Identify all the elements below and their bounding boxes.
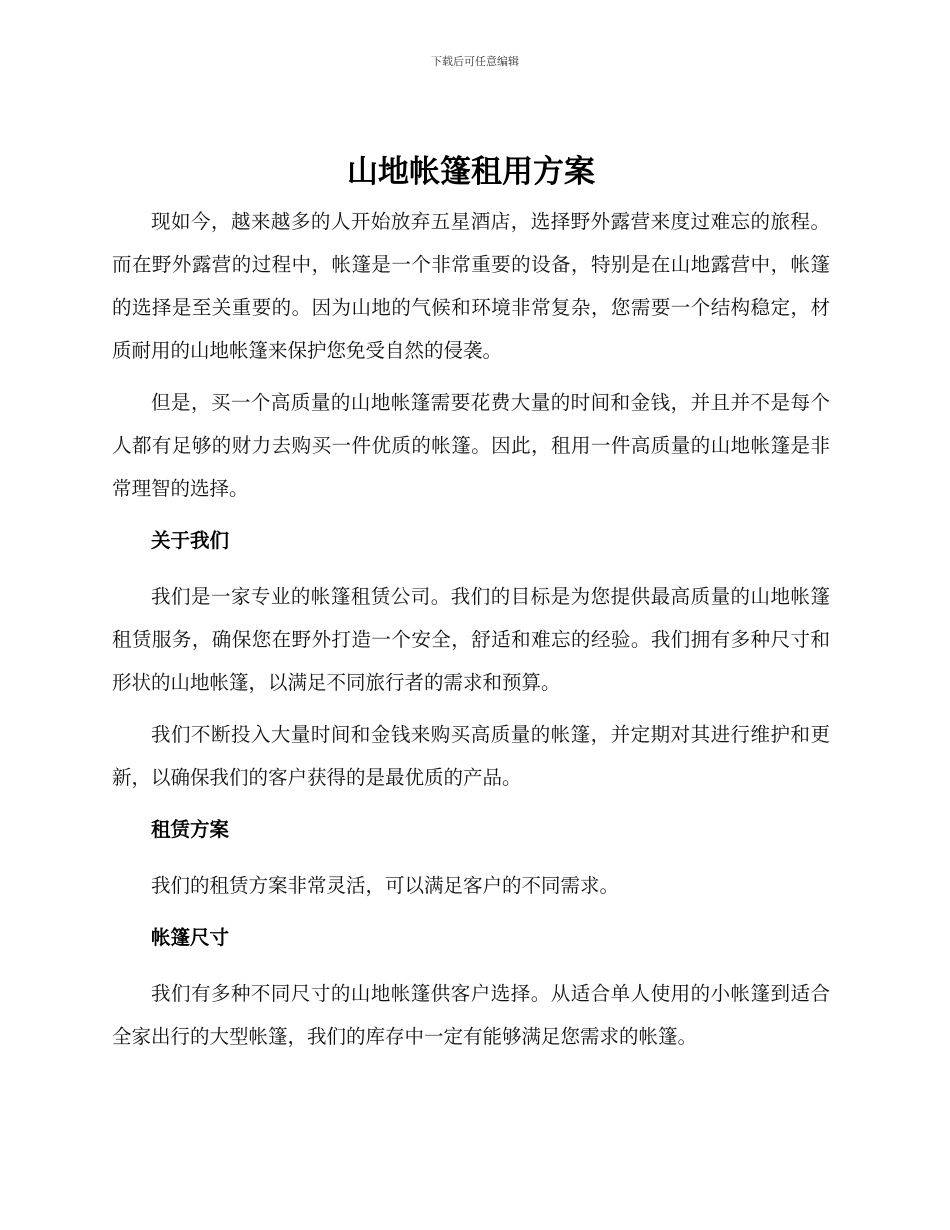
document-title: 山地帐篷租用方案 (347, 154, 595, 190)
tent-sizes-paragraph-1: 我们有多种不同尺寸的山地帐篷供客户选择。从适合单人使用的小帐篷到适合全家出行的大型帐篷，我们的库存中一定有能够满足您需求的帐篷。 (112, 982, 830, 1048)
intro-paragraph-1: 现如今，越来越多的人开始放弃五星酒店，选择野外露营来度过难忘的旅程。而在野外露营的过程中，帐篷是一个非常重要的设备，特别是在山地露营中，帐篷的选择是至关重要的。因为山地的气候和环境非常复杂，您需要一个结构稳定，材质耐用的山地帐篷来保护您免受自然的侵袭。 (112, 210, 830, 362)
document-body (112, 148, 830, 1067)
intro-paragraph-2: 但是，买一个高质量的山地帐篷需要花费大量的时间和金钱，并且并不是每个人都有足够的财力去购买一件优质的帐篷。因此，租用一件高质量的山地帐篷是非常理智的选择。 (112, 391, 830, 500)
about-us-paragraph-2: 我们不断投入大量时间和金钱来购买高质量的帐篷，并定期对其进行维护和更新，以确保我们的客户获得的是最优质的产品。 (112, 723, 830, 789)
section-heading-tent-sizes: 帐篷尺寸 (151, 926, 230, 949)
about-us-paragraph-1: 我们是一家专业的帐篷租赁公司。我们的目标是为您提供最高质量的山地帐篷租赁服务，确保您在野外打造一个安全，舒适和难忘的经验。我们拥有多种尺寸和形状的山地帐篷，以满足不同旅行者的需求和预算。 (112, 585, 830, 694)
section-heading-rental-plans: 租赁方案 (151, 818, 230, 841)
rental-plans-paragraph-1: 我们的租赁方案非常灵活，可以满足客户的不同需求。 (151, 874, 620, 897)
page-header-note: 下载后可任意编辑 (431, 55, 519, 68)
section-heading-about-us: 关于我们 (151, 529, 230, 552)
